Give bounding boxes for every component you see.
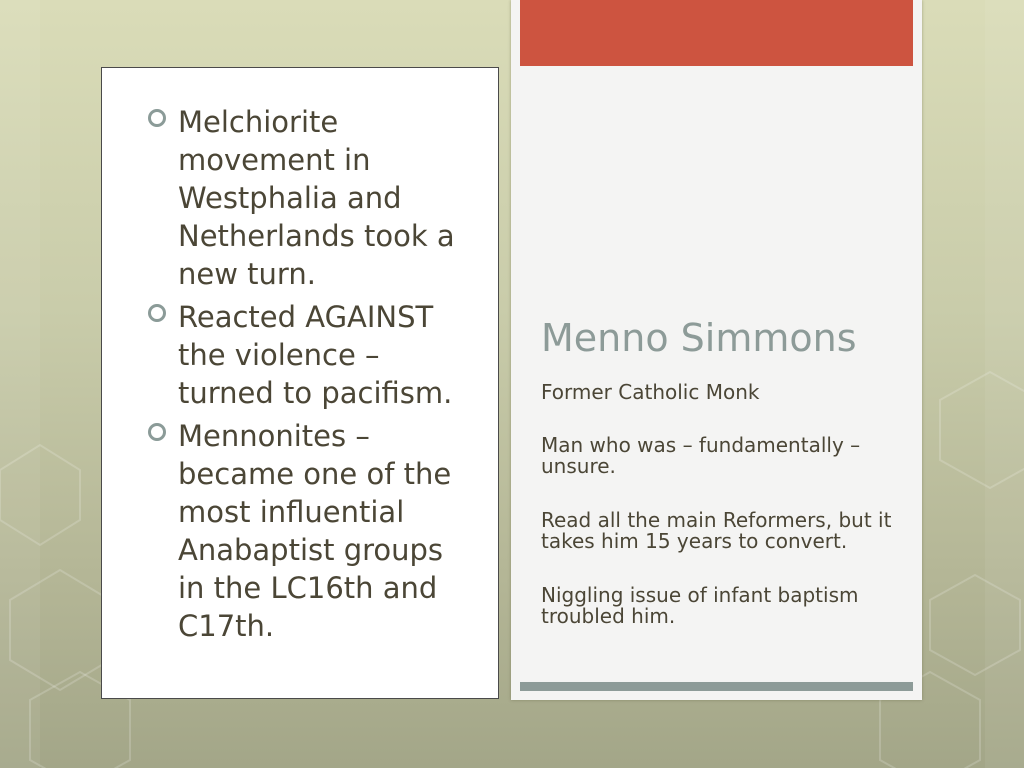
side-text-line: Man who was – fundamentally – unsure. <box>541 433 861 478</box>
accent-bar <box>520 0 913 66</box>
bullet-circle-icon <box>148 109 166 127</box>
bullet-list <box>146 103 466 650</box>
bullet-text: Reacted AGAINST the violence – turned to pacifism. <box>178 300 453 410</box>
side-text-line: Niggling issue of infant baptism troubled him. <box>541 583 859 628</box>
bullet-item <box>146 103 466 293</box>
bottom-rule <box>520 682 913 691</box>
bullet-item <box>146 417 466 645</box>
side-text-line: Former Catholic Monk <box>541 380 760 404</box>
bullet-item <box>146 298 466 412</box>
side-text-block <box>541 382 906 660</box>
bullet-text: Melchiorite movement in Westphalia and Netherlands took a new turn. <box>178 105 455 291</box>
slide-title: Menno Simmons <box>541 316 857 360</box>
side-panel <box>511 0 922 700</box>
bullet-panel <box>101 67 499 699</box>
bullet-circle-icon <box>148 423 166 441</box>
bullet-circle-icon <box>148 304 166 322</box>
side-text-line: Read all the main Reformers, but it takes him 15 years to convert. <box>541 508 892 553</box>
bullet-text: Mennonites – became one of the most influential Anabaptist groups in the LC16th and C17th. <box>178 419 452 643</box>
